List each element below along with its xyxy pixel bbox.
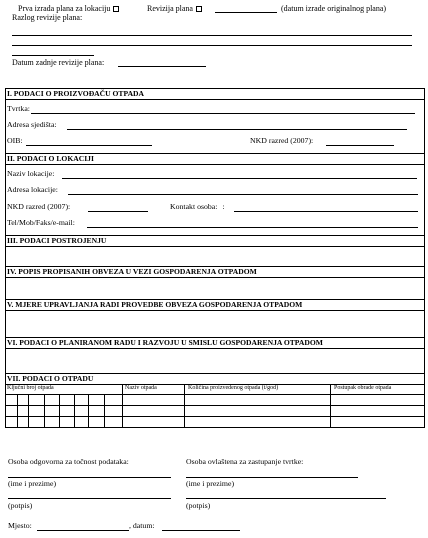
contact-info-field[interactable] [87,227,418,228]
oib-label: OIB: [7,136,23,145]
first-plan-label: Prva izrada plana za lokaciju [18,4,111,13]
section-5-divider [5,310,425,311]
place-label: Mjesto: [8,521,32,530]
code-digit-divider-2 [28,394,29,428]
contact-info-label: Tel/Mob/Faks/e-mail: [7,218,75,227]
authorized-signature-field[interactable] [186,498,386,499]
revision-reason-line-2[interactable] [12,45,412,46]
authorized-name-caption: (ime i prezime) [186,479,235,488]
code-digit-divider-4 [59,394,60,428]
last-revision-date-label: Datum zadnje revizije plana: [12,58,105,67]
section-4-divider [5,277,425,278]
table-header-divider [5,394,425,395]
section-6-divider [5,348,425,349]
location-name-label: Naziv lokacije: [7,169,55,178]
section-3-divider [5,246,425,247]
section-2-title: II. PODACI O LOKACIJI [5,153,425,164]
location-address-field[interactable] [68,194,418,195]
col-waste-name: Naziv otpada [125,385,157,391]
contact-person-text: Kontakt osoba: [170,202,218,211]
location-name-field[interactable] [62,178,417,179]
contact-person-field[interactable] [234,211,418,212]
revision-checkbox[interactable] [196,6,202,12]
quantity-col-divider [184,384,185,428]
contact-person-label [170,203,225,212]
revision-date-field[interactable] [215,12,277,13]
code-digit-divider-7 [104,394,105,428]
location-address-label: Adresa lokacije: [7,185,58,194]
section-2-divider [5,164,425,165]
hq-address-label: Adresa sjedišta: [7,120,57,129]
table-row-divider-2 [5,416,425,417]
section-7-title: VII. PODACI O OTPADU [5,373,425,384]
first-plan-checkbox[interactable] [113,6,119,12]
company-field[interactable] [31,113,415,114]
code-digit-divider-1 [17,394,18,428]
original-date-label: (datum izrade originalnog plana) [281,4,387,13]
responsible-name-field[interactable] [8,477,171,478]
oib-field[interactable] [26,145,152,146]
responsible-signature-caption: (potpis) [8,501,33,510]
section-1-divider [5,99,425,100]
date-label: , datum: [129,521,155,530]
code-digit-divider-3 [44,394,45,428]
table-row-divider-1 [5,405,425,406]
authorized-signature-caption: (potpis) [186,501,211,510]
authorized-name-field[interactable] [186,477,358,478]
col-waste-treatment: Postupak obrade otpada [334,385,392,391]
company-label: Tvrtka: [7,104,30,113]
treatment-col-divider [330,384,331,428]
section-5-title: V. MJERE UPRAVLJANJA RADI PROVEDBE OBVEZA GOSPODARENJA OTPADOM [5,299,425,310]
date-field[interactable] [162,530,240,531]
authorized-person-label: Osoba ovlaštena za zastupanje tvrtke: [186,457,304,466]
code-digit-divider-5 [74,394,75,428]
responsible-person-label: Osoba odgovorna za točnost podataka: [8,457,129,466]
location-nkd-label: NKD razred (2007): [7,202,71,211]
revision-option [147,4,202,13]
revision-label: Revizija plana [147,4,193,13]
col-waste-code: Ključni broj otpada [7,385,54,391]
company-nkd-field[interactable] [326,145,394,146]
section-1-title: I. PODACI O PROIZVOĐAČU OTPADA [5,88,425,99]
place-field[interactable] [37,530,129,531]
last-revision-date-field[interactable] [118,66,206,67]
revision-reason-line-3[interactable] [12,55,94,56]
responsible-signature-field[interactable] [8,498,171,499]
section-6-title: VI. PODACI O PLANIRANOM RADU I RAZVOJU U SMISLU GOSPODARENJA OTPADOM [5,337,425,348]
hq-address-field[interactable] [67,129,407,130]
section-3-title: III. PODACI POSTROJENJU [5,235,425,246]
section-4-title: IV. POPIS PROPISANIH OBVEZA U VEZI GOSPODARENJA OTPADOM [5,266,425,277]
col-waste-quantity: Količina proizvedenog otpada (t/god) [188,385,279,391]
contact-person-sep: : [222,202,225,211]
company-nkd-label: NKD razred (2007): [250,136,314,145]
responsible-name-caption: (ime i prezime) [8,479,57,488]
code-digit-divider-6 [88,394,89,428]
revision-reason-label: Razlog revizije plana: [12,13,83,22]
revision-reason-line-1[interactable] [12,35,412,36]
name-col-divider [122,384,123,428]
location-nkd-field[interactable] [88,211,148,212]
first-plan-option [18,4,119,13]
